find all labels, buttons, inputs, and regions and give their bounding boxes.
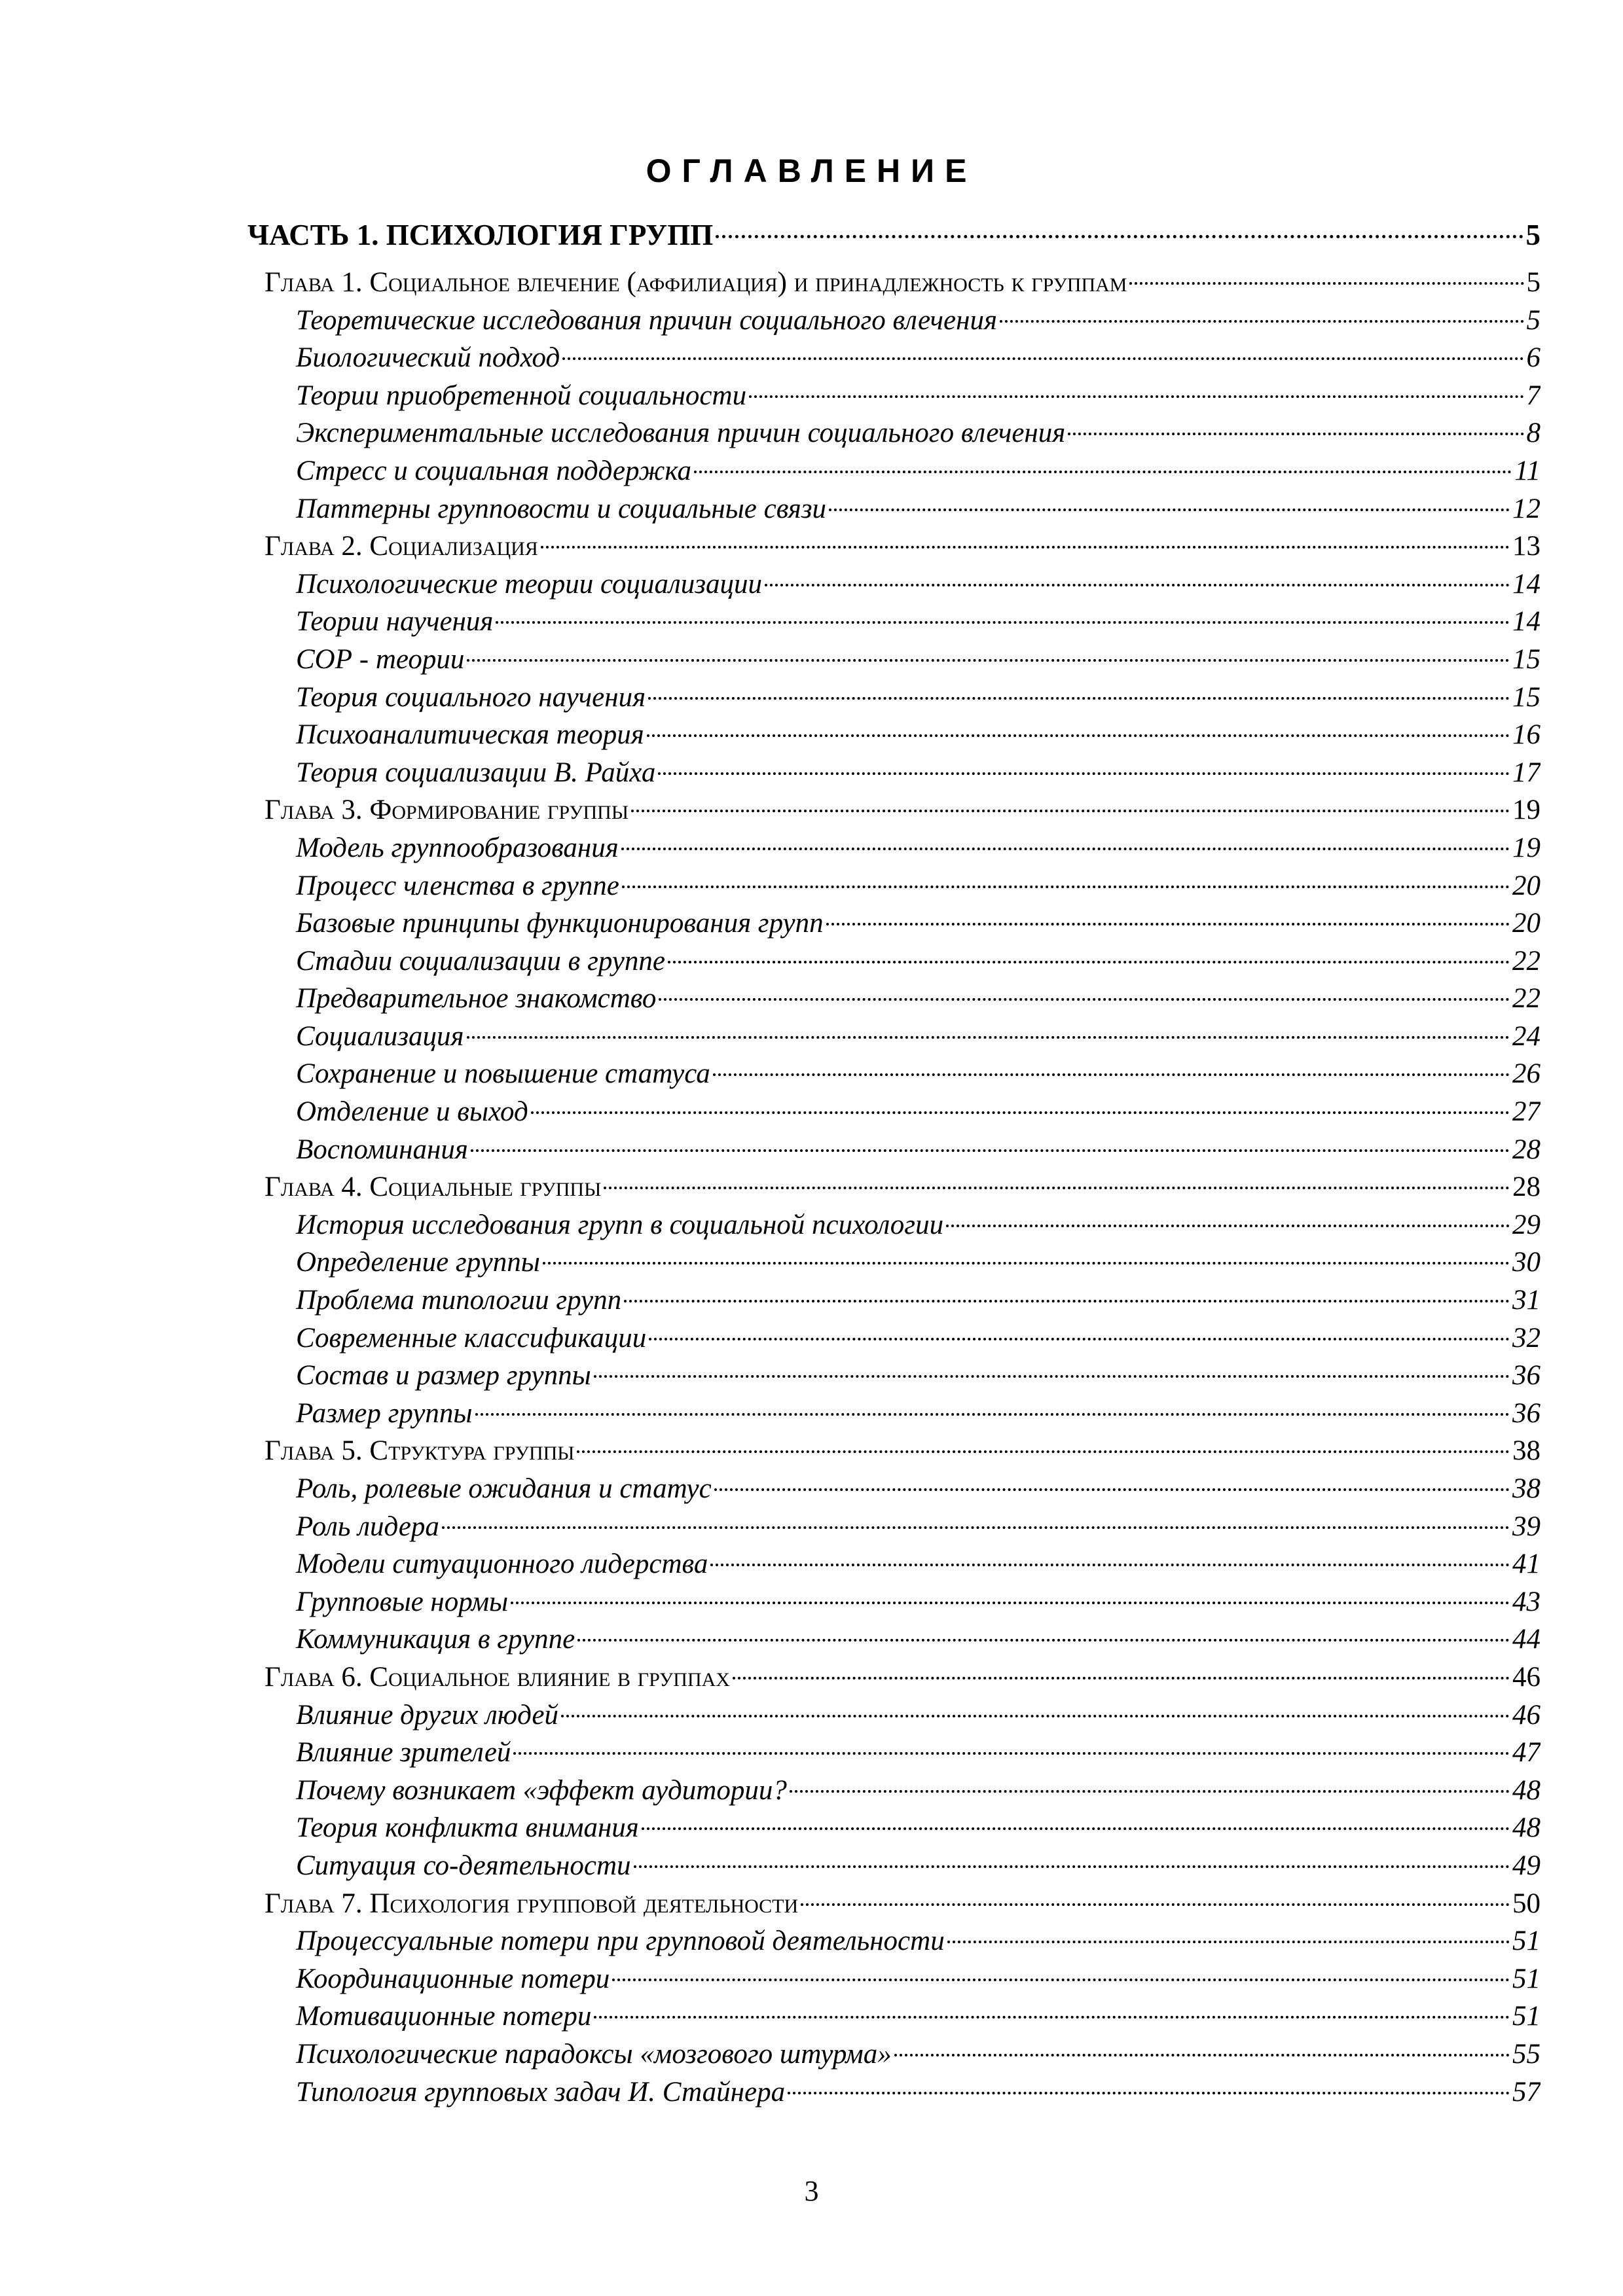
toc-heading: ОГЛАВЛЕНИЕ — [646, 152, 977, 189]
toc-section-page: 51 — [1512, 1963, 1541, 1994]
toc-part-title: ЧАСТЬ 1. ПСИХОЛОГИЯ ГРУПП — [247, 219, 714, 251]
dot-leader — [733, 1677, 1510, 1679]
dot-leader — [826, 923, 1510, 925]
toc-chapter-title: Глава 5. Структура группы — [264, 1435, 575, 1467]
toc-section-title: Ситуация со-деятельности — [296, 1850, 631, 1881]
toc-section-title: Психологические теории социализации — [296, 568, 763, 600]
dot-leader — [829, 509, 1510, 511]
toc-chapter-entry[interactable] — [247, 528, 1541, 565]
toc-chapter-page: 38 — [1512, 1435, 1541, 1467]
toc-section-page: 19 — [1512, 832, 1541, 863]
toc-section-page: 49 — [1512, 1850, 1541, 1881]
dot-leader — [714, 1488, 1510, 1491]
toc-section-title: Базовые принципы функционирования групп — [296, 908, 824, 939]
toc-section-title: Теории приобретенной социальности — [296, 380, 747, 411]
dot-leader — [710, 1564, 1510, 1566]
toc-section-page: 6 — [1526, 342, 1541, 374]
dot-leader — [642, 1827, 1510, 1830]
toc-section-page: 32 — [1512, 1322, 1541, 1354]
dot-leader — [624, 1300, 1510, 1302]
dot-leader — [716, 235, 1523, 238]
toc-section-entry[interactable] — [247, 1960, 1541, 1998]
toc-section-page: 36 — [1512, 1360, 1541, 1391]
toc-section-title: Роль лидера — [296, 1511, 439, 1542]
toc-section-page: 36 — [1512, 1397, 1541, 1429]
toc-section-page: 7 — [1526, 380, 1541, 411]
toc-section-title: Психоаналитическая теория — [296, 719, 644, 751]
dot-leader — [541, 546, 1510, 548]
dot-leader — [562, 357, 1523, 360]
toc-part-entry[interactable] — [247, 210, 1541, 260]
toc-section-entry[interactable] — [247, 1357, 1541, 1395]
toc-section-page: 15 — [1512, 643, 1541, 675]
toc-section-entry[interactable] — [247, 679, 1541, 717]
dot-leader — [631, 810, 1510, 812]
toc-chapter-page: 13 — [1512, 531, 1541, 562]
toc-section-entry[interactable] — [247, 942, 1541, 980]
toc-section-page: 55 — [1512, 2038, 1541, 2070]
toc-section-title: Определение группы — [296, 1247, 540, 1278]
toc-section-entry[interactable] — [247, 490, 1541, 528]
toc-section-entry[interactable] — [247, 1131, 1541, 1169]
toc-section-entry[interactable] — [247, 1206, 1541, 1244]
toc-section-entry[interactable] — [247, 1055, 1541, 1093]
toc-section-page: 5 — [1526, 304, 1541, 336]
dot-leader — [467, 659, 1510, 662]
toc-section-entry[interactable] — [247, 1018, 1541, 1056]
dot-leader — [594, 1375, 1510, 1378]
toc-section-page: 41 — [1512, 1549, 1541, 1580]
toc-section-title: Теория социального научения — [296, 681, 646, 713]
dot-leader — [1129, 282, 1523, 285]
dot-leader — [647, 734, 1510, 737]
dot-leader — [475, 1413, 1510, 1416]
toc-part-page: 5 — [1525, 219, 1541, 251]
dot-leader — [659, 998, 1510, 1001]
toc-section-entry[interactable] — [247, 829, 1541, 867]
toc-section-page: 20 — [1512, 870, 1541, 901]
dot-leader — [604, 1187, 1510, 1189]
toc-section-title: Групповые нормы — [296, 1586, 509, 1617]
toc-section-entry[interactable] — [247, 339, 1541, 377]
toc-section-entry[interactable] — [247, 1847, 1541, 1885]
dot-leader — [471, 1149, 1510, 1152]
toc-section-entry[interactable] — [247, 565, 1541, 603]
dot-leader — [946, 1225, 1510, 1227]
dot-leader — [790, 1790, 1510, 1793]
dot-leader — [947, 1941, 1510, 1943]
toc-section-page: 15 — [1512, 681, 1541, 713]
dot-leader — [648, 697, 1510, 700]
toc-section-title: Теории научения — [296, 606, 494, 637]
toc-section-entry[interactable] — [247, 1319, 1541, 1357]
toc-section-title: Стадии социализации в группе — [296, 945, 665, 977]
toc-section-entry[interactable] — [247, 1545, 1541, 1583]
toc-section-title: Роль, ролевые ожидания и статус — [296, 1473, 712, 1504]
toc-section-entry[interactable] — [247, 1395, 1541, 1433]
toc-chapter-title: Глава 2. Социализация — [264, 531, 538, 562]
toc-section-title: Теория социализации В. Райха — [296, 757, 656, 788]
toc-section-title: Процессуальные потери при групповой деятельности — [296, 1926, 945, 1957]
toc-section-title: Теоретические исследования причин социального влечения — [296, 304, 997, 336]
toc-chapter-entry[interactable] — [247, 1885, 1541, 1923]
dot-leader — [1000, 320, 1524, 323]
dot-leader — [513, 1752, 1510, 1755]
toc-section-entry[interactable] — [247, 716, 1541, 754]
toc-section-page: 22 — [1512, 983, 1541, 1014]
toc-chapter-page: 5 — [1526, 267, 1541, 298]
toc-section-entry[interactable] — [247, 754, 1541, 792]
page-number: 3 — [804, 2175, 819, 2207]
dot-leader — [658, 772, 1510, 775]
toc-section-page: 16 — [1512, 719, 1541, 751]
toc-section-title: Экспериментальные исследования причин социального влечения — [296, 418, 1066, 449]
dot-leader — [621, 848, 1510, 850]
toc-section-title: Модели ситуационного лидерства — [296, 1549, 708, 1580]
toc-section-page: 11 — [1514, 455, 1541, 486]
toc-chapter-title: Глава 6. Социальное влияние в группах — [264, 1661, 730, 1693]
toc-section-title: Процесс членства в группе — [296, 870, 619, 901]
toc-chapter-title: Глава 3. Формирование группы — [264, 795, 629, 826]
toc-section-title: Влияние других людей — [296, 1699, 558, 1731]
dot-leader — [801, 1903, 1510, 1906]
toc-section-entry[interactable] — [247, 1734, 1541, 1772]
dot-leader — [531, 1111, 1510, 1114]
toc-section-page: 17 — [1512, 757, 1541, 788]
toc-section-entry[interactable] — [247, 1621, 1541, 1659]
dot-leader — [765, 584, 1510, 586]
toc-section-entry[interactable] — [247, 414, 1541, 452]
toc-section-page: 44 — [1512, 1624, 1541, 1655]
toc-section-page: 57 — [1512, 2076, 1541, 2108]
toc-section-page: 43 — [1512, 1586, 1541, 1617]
toc-chapter-entry[interactable] — [247, 1432, 1541, 1470]
toc-chapter-page: 28 — [1512, 1172, 1541, 1203]
toc-section-page: 46 — [1512, 1699, 1541, 1731]
dot-leader — [577, 1639, 1510, 1641]
toc-section-page: 20 — [1512, 908, 1541, 939]
toc-chapter-page: 50 — [1512, 1888, 1541, 1919]
toc-section-entry[interactable] — [247, 603, 1541, 641]
toc-section-entry[interactable] — [247, 1282, 1541, 1319]
toc-section-page: 30 — [1512, 1247, 1541, 1278]
toc-section-title: Социализация — [296, 1020, 464, 1052]
toc-section-entry[interactable] — [247, 2073, 1541, 2111]
toc-section-title: Модель группообразования — [296, 832, 619, 863]
dot-leader — [1068, 433, 1523, 435]
toc-chapter-title: Глава 4. Социальные группы — [264, 1172, 602, 1203]
toc-section-page: 24 — [1512, 1020, 1541, 1052]
toc-section-page: 28 — [1512, 1134, 1541, 1165]
toc-section-entry[interactable] — [247, 1093, 1541, 1131]
toc-chapter-page: 46 — [1512, 1661, 1541, 1693]
toc-section-page: 14 — [1512, 606, 1541, 637]
toc-section-entry[interactable] — [247, 302, 1541, 340]
dot-leader — [788, 2092, 1510, 2094]
dot-leader — [511, 1602, 1510, 1604]
toc-section-entry[interactable] — [247, 1998, 1541, 2036]
toc-section-entry[interactable] — [247, 980, 1541, 1018]
toc-section-entry[interactable] — [247, 1772, 1541, 1810]
toc-section-title: Коммуникация в группе — [296, 1624, 575, 1655]
dot-leader — [894, 2054, 1510, 2056]
toc-section-page: 14 — [1512, 568, 1541, 600]
dot-leader — [561, 1715, 1510, 1717]
dot-leader — [442, 1526, 1510, 1529]
toc-section-entry[interactable] — [247, 1470, 1541, 1508]
toc-section-page: 26 — [1512, 1058, 1541, 1090]
toc-section-title: Почему возникает «эффект аудитории? — [296, 1774, 787, 1806]
toc-section-title: Биологический подход — [296, 342, 560, 374]
toc-section-page: 27 — [1512, 1096, 1541, 1128]
toc-section-title: Состав и размер группы — [296, 1360, 591, 1391]
dot-leader — [467, 1036, 1510, 1039]
toc-section-page: 47 — [1512, 1737, 1541, 1768]
toc-section-page: 31 — [1512, 1285, 1541, 1316]
toc-section-title: Размер группы — [296, 1397, 473, 1429]
toc-section-title: Типология групповых задач И. Стайнера — [296, 2076, 786, 2108]
toc-section-page: 8 — [1526, 418, 1541, 449]
toc-section-title: Предварительное знакомство — [296, 983, 657, 1014]
toc-section-title: Стресс и социальная поддержка — [296, 455, 691, 486]
toc-section-page: 51 — [1512, 1926, 1541, 1957]
toc-section-title: История исследования групп в социальной психологии — [296, 1209, 944, 1240]
toc-section-title: Проблема типологии групп — [296, 1285, 622, 1316]
toc-section-page: 48 — [1512, 1774, 1541, 1806]
toc-section-entry[interactable] — [247, 905, 1541, 942]
toc-section-title: Воспоминания — [296, 1134, 468, 1165]
toc-section-page: 51 — [1512, 2001, 1541, 2032]
toc-section-entry[interactable] — [247, 1244, 1541, 1282]
toc-section-title: Сохранение и повышение статуса — [296, 1058, 710, 1090]
toc-section-entry[interactable] — [247, 452, 1541, 490]
dot-leader — [713, 1073, 1510, 1076]
toc-section-page: 29 — [1512, 1209, 1541, 1240]
toc-section-page: 48 — [1512, 1812, 1541, 1844]
toc-chapter-entry[interactable] — [247, 791, 1541, 829]
toc-chapter-page: 19 — [1512, 795, 1541, 826]
toc-section-entry[interactable] — [247, 2036, 1541, 2073]
toc-section-page: 39 — [1512, 1511, 1541, 1542]
toc-section-entry[interactable] — [247, 1922, 1541, 1960]
dot-leader — [749, 395, 1523, 398]
toc-section-page: 12 — [1512, 493, 1541, 524]
dot-leader — [694, 471, 1512, 473]
toc-section-title: Влияние зрителей — [296, 1737, 511, 1768]
dot-leader — [543, 1262, 1510, 1265]
toc-section-entry[interactable] — [247, 641, 1541, 679]
toc-section-title: Отделение и выход — [296, 1096, 528, 1128]
toc-section-title: СОР - теории — [296, 643, 465, 675]
toc-chapter-title: Глава 1. Социальное влечение (аффилиация) и принадлежность к группам — [264, 267, 1127, 298]
toc-section-title: Паттерны групповости и социальные связи — [296, 493, 827, 524]
dot-leader — [594, 2016, 1510, 2018]
toc-section-entry[interactable] — [247, 1696, 1541, 1734]
toc-chapter-entry[interactable] — [247, 1168, 1541, 1206]
table-of-contents — [247, 210, 1541, 2111]
toc-section-entry[interactable] — [247, 377, 1541, 415]
dot-leader — [612, 1979, 1510, 1981]
toc-chapter-entry[interactable] — [247, 1659, 1541, 1696]
dot-leader — [577, 1450, 1510, 1453]
toc-section-page: 22 — [1512, 945, 1541, 977]
toc-section-page: 38 — [1512, 1473, 1541, 1504]
toc-chapter-entry[interactable] — [247, 264, 1541, 302]
dot-leader — [496, 621, 1510, 624]
toc-section-title: Мотивационные потери — [296, 2001, 592, 2032]
dot-leader — [622, 886, 1510, 888]
dot-leader — [649, 1338, 1510, 1340]
toc-section-entry[interactable] — [247, 1583, 1541, 1621]
toc-section-entry[interactable] — [247, 1508, 1541, 1546]
dot-leader — [634, 1865, 1510, 1868]
toc-section-title: Современные классификации — [296, 1322, 647, 1354]
toc-chapter-title: Глава 7. Психология групповой деятельности — [264, 1888, 799, 1919]
toc-section-entry[interactable] — [247, 1809, 1541, 1847]
toc-section-title: Психологические парадоксы «мозгового штурма» — [296, 2038, 892, 2070]
dot-leader — [668, 961, 1510, 963]
toc-section-title: Координационные потери — [296, 1963, 610, 1994]
toc-section-title: Теория конфликта внимания — [296, 1812, 639, 1844]
toc-section-entry[interactable] — [247, 867, 1541, 905]
